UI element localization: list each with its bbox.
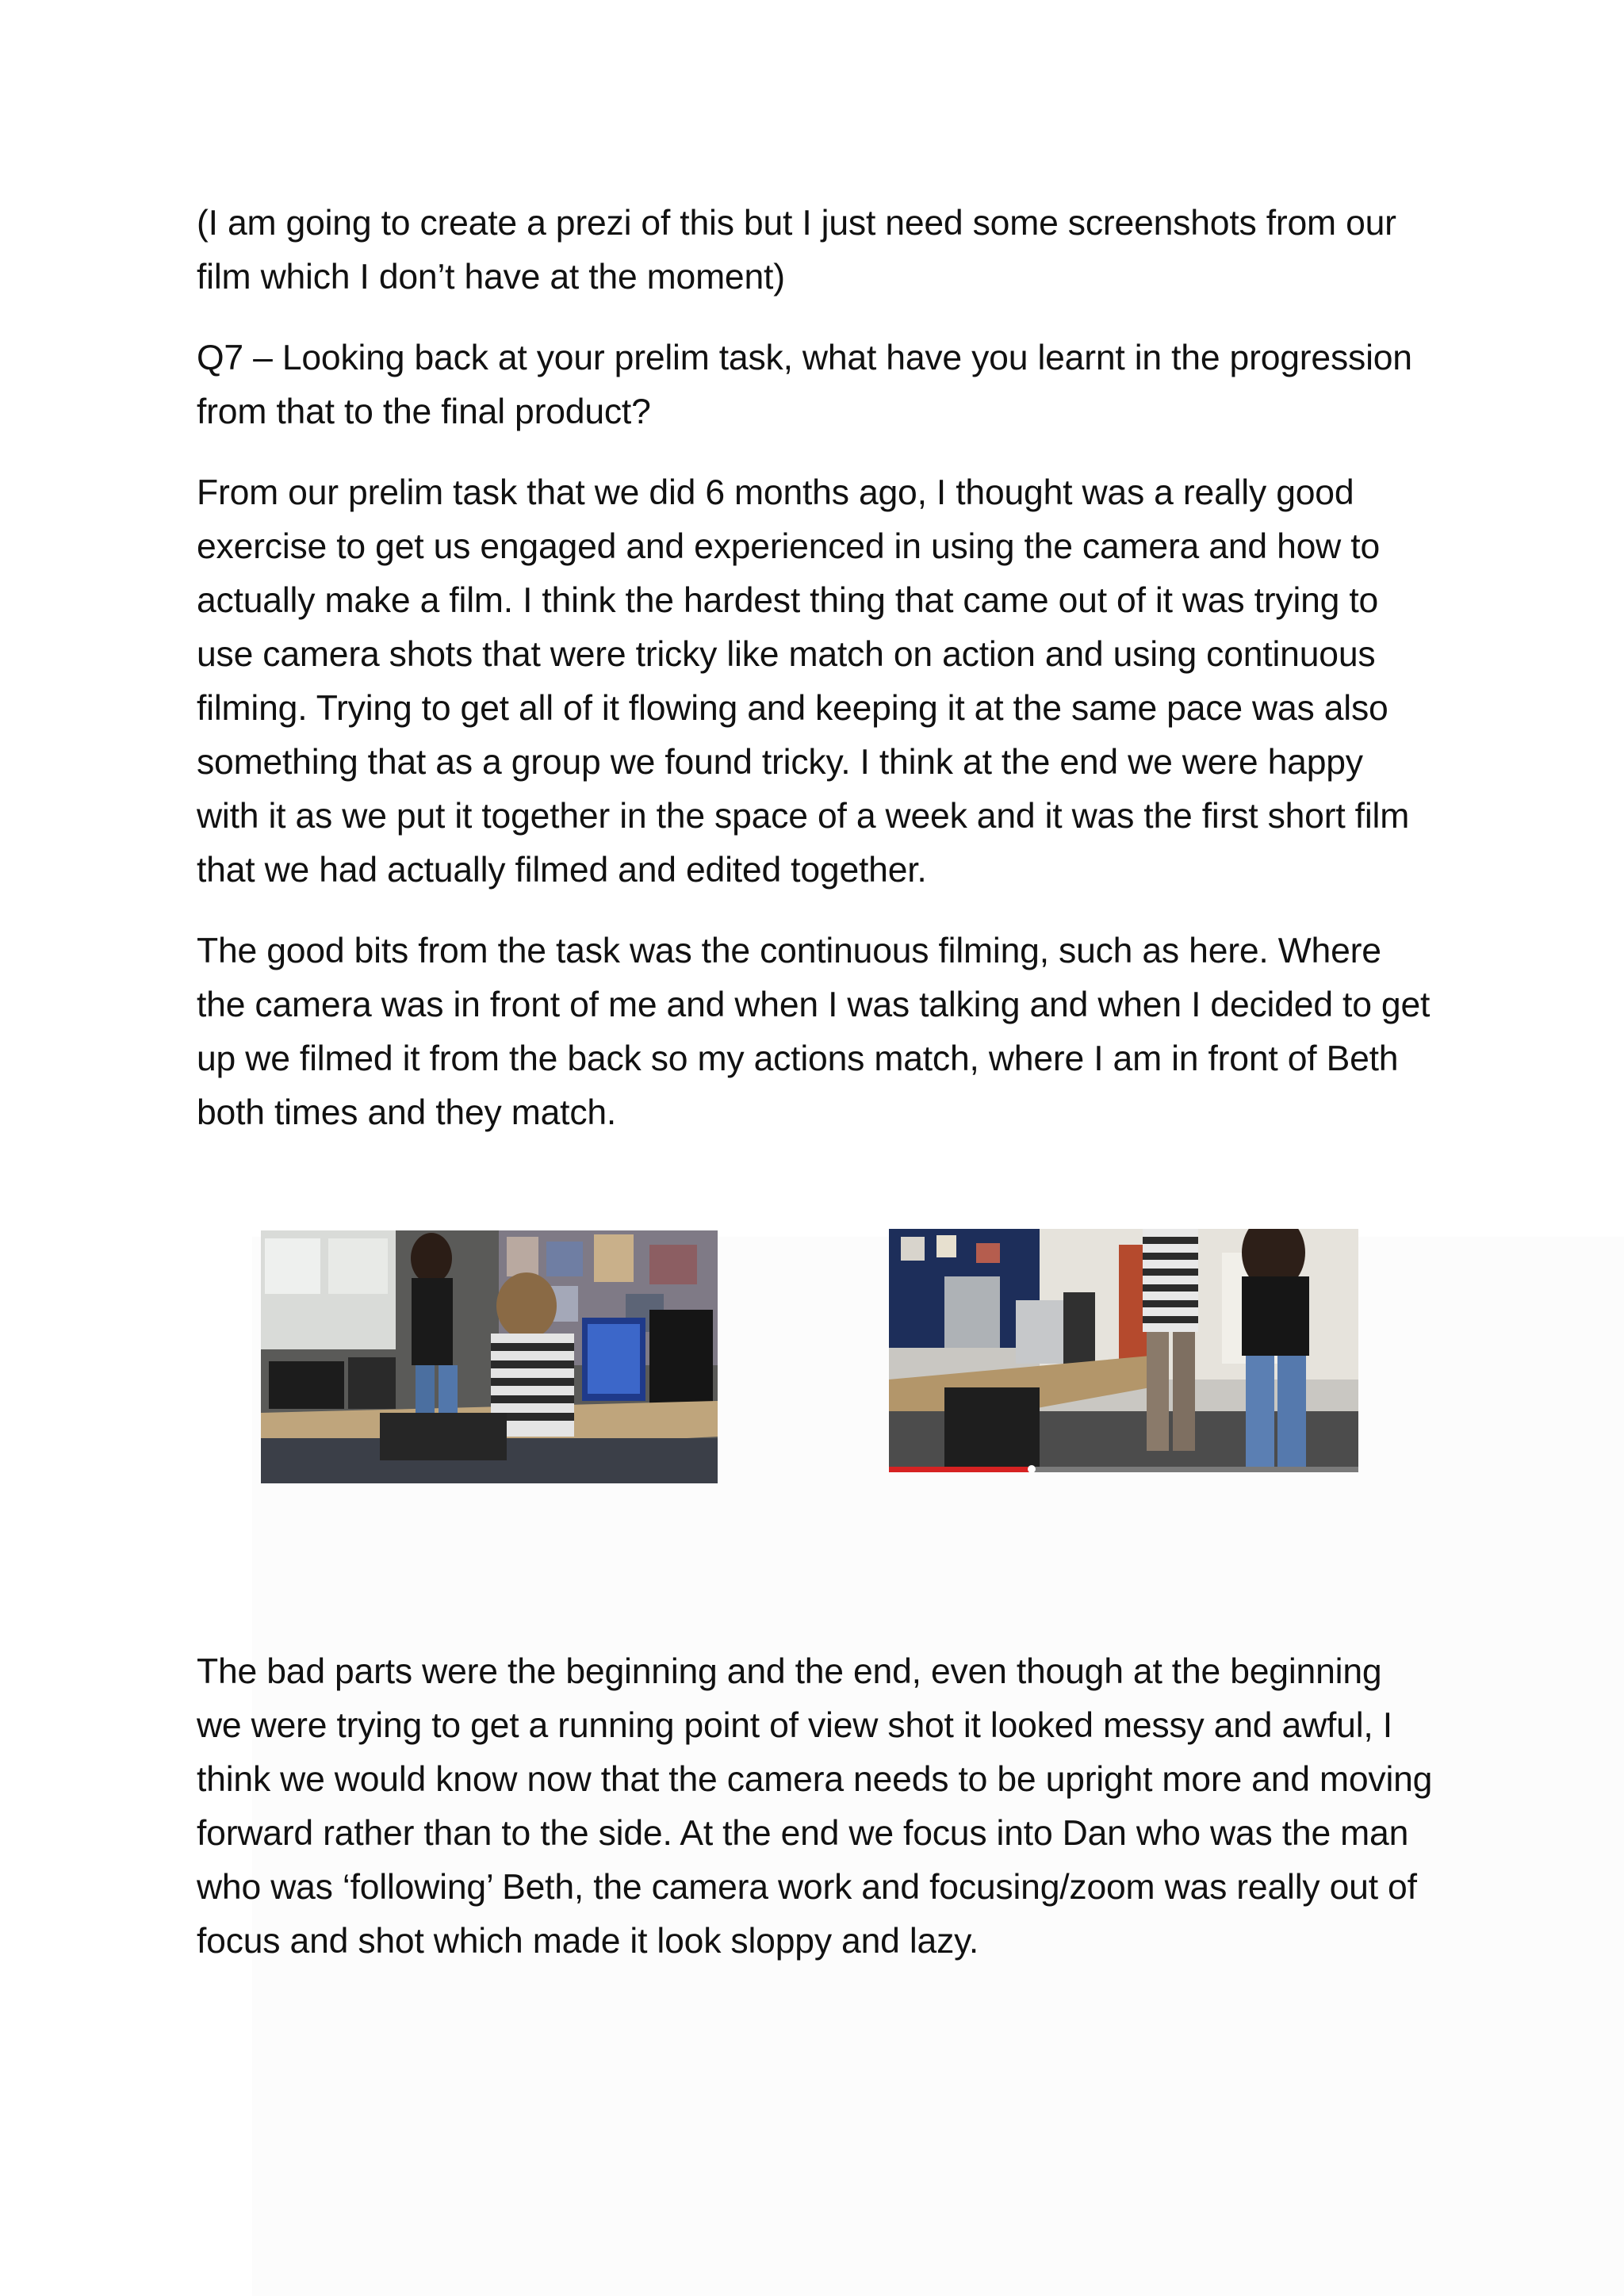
good-bits-paragraph: The good bits from the task was the continuous filming, such as here. Where the camera was in front of me and when I was talking and when I decided to get up we filmed it from the back so my actions match, where I am in front of Beth both times and they match. <box>197 932 1431 1132</box>
video-progress-fill <box>889 1467 1032 1472</box>
screenshot-front-image <box>261 1230 718 1483</box>
prelim-paragraph: From our prelim task that we did 6 months ago, I thought was a really good exercise to get us engaged and experienced in using the camera and how to actually make a film. I think the hardest thing that came out of it was trying to use camera shots that were tricky like match on action and using continuous filming. Trying to get all of it flowing and keeping it at the same pace was also something that as a group we found tricky. I think at the end we were happy with it as we put it together in the space of a week and it was the first short film that we had actually filmed and edited together. <box>197 473 1410 890</box>
document-body <box>197 197 1434 1167</box>
screenshot-back-image <box>889 1229 1358 1472</box>
question-heading: Q7 – Looking back at your prelim task, what have you learnt in the progression from that to the final product? <box>197 339 1412 431</box>
bad-parts-paragraph: The bad parts were the beginning and the end, even though at the beginning we were trying to get a running point of view shot it looked messy and awful, I think we would know now that the camera needs to be upright more and moving forward rather than to the side. At the end we focus into Dan who was the man who was ‘following’ Beth, the camera work and focusing/zoom was really out of focus and shot which made it look sloppy and lazy. <box>197 1652 1433 1961</box>
film-screenshot-front <box>261 1230 718 1483</box>
intro-note: (I am going to create a prezi of this but I just need some screenshots from our film which I don’t have at the moment) <box>197 204 1396 297</box>
film-screenshot-back <box>889 1229 1358 1472</box>
